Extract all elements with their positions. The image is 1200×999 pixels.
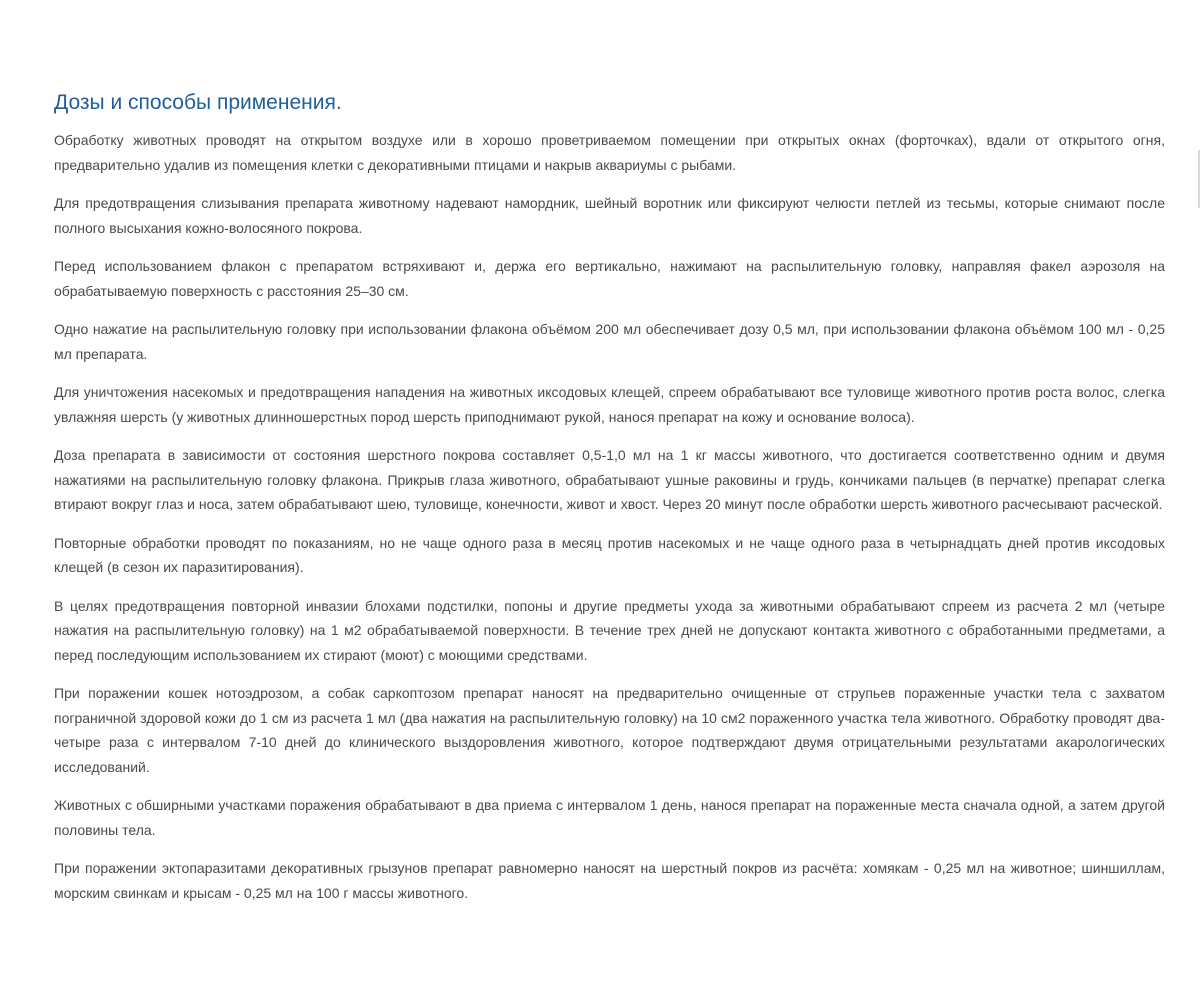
paragraph-insects-ticks: Для уничтожения насекомых и предотвращения нападения на животных иксодовых клещей, спреем обрабатывают все туловище животного против роста волос, слегка увлажняя шерсть (у животных длинношерстных пород шерсть приподнимают рукой, нанося препарат на кожу и основание волоса). xyxy=(54,384,1165,425)
paragraph-repeat-treatments: Повторные обработки проводят по показаниям, но не чаще одного раза в месяц против насекомых и не чаще одного раза в четырнадцать дней против иксодовых клещей (в сезон их паразитирования). xyxy=(54,534,1165,575)
paragraph-prevent-licking: Для предотвращения слизывания препарата животному надевают намордник, шейный воротник или фиксируют челюсти петлей из тесьмы, которые снимают после полного высыхания кожно-волосяного покрова. xyxy=(54,195,1165,236)
paragraph-spray-usage: Перед использованием флакон с препаратом встряхивают и, держа его вертикально, нажимают на распылительную головку, направляя факел аэрозоля на обрабатываемую поверхность с расстояния 25–30 см. xyxy=(54,258,1165,299)
paragraph-extensive-lesions: Животных с обширными участками поражения обрабатывают в два приема с интервалом 1 день, нанося препарат на пораженные места сначала одной, а затем другой половины тела. xyxy=(54,797,1165,838)
paragraph-dose-per-press: Одно нажатие на распылительную головку при использовании флакона объёмом 200 мл обеспечивает дозу 0,5 мл, при использовании флакона объёмом 100 мл - 0,25 мл препарата. xyxy=(54,321,1165,362)
paragraph-rodents: При поражении эктопаразитами декоративных грызунов препарат равномерно наносят на шерстный покров из расчёта: хомякам - 0,25 мл на животное; шиншиллам, морским свинкам и крысам - 0,25 мл на 100 г массы животного. xyxy=(54,860,1165,901)
paragraph-bedding-treatment: В целях предотвращения повторной инвазии блохами подстилки, попоны и другие предметы ухода за животными обрабатывают спреем из расчета 2 мл (четыре нажатия на распылительную головку) на 1 м2 обрабатываемой поверхности. В течение трех дней не допускают контакта животного с обработанными предметами, а перед последующим использованием их стирают (моют) с моющими средствами. xyxy=(54,597,1165,663)
paragraph-dose-per-kg: Доза препарата в зависимости от состояния шерстного покрова составляет 0,5-1,0 мл на 1 кг массы животного, что достигается соответственно одним и двумя нажатиями на распылительную головку флакона. Прикрыв глаза животного, обрабатывают ушные раковины и грудь, кончиками пальцев (в перчатке) препарат слегка втирают вокруг глаз и носа, затем обрабатывают шею, туловище, конечности, живот и хвост. Через 20 минут после обработки шерсть животного расчесывают расческой. xyxy=(54,447,1165,512)
article xyxy=(54,88,1165,919)
paragraph-notoedrosis-sarcoptosis: При поражении кошек нотоэдрозом, а собак саркоптозом препарат наносят на предварительно очищенные от струпьев пораженные участки тела с захватом пограничной здоровой кожи до 1 см из расчета 1 мл (два нажатия на распылительную головку) на 10 см2 пораженного участка тела животного. Обработку проводят два-четыре раза с интервалом 7-10 дней до клинического выздоровления животного, которое подтверждают двумя отрицательными результатами акарологических исследований. xyxy=(54,685,1165,775)
paragraph-outdoor-treatment: Обработку животных проводят на открытом воздухе или в хорошо проветриваемом помещении при открытых окнах (форточках), вдали от открытого огня, предварительно удалив из помещения клетки с декоративными птицами и накрыв аквариумы с рыбами. xyxy=(54,132,1165,173)
page-title: Дозы и способы применения. xyxy=(54,91,342,114)
